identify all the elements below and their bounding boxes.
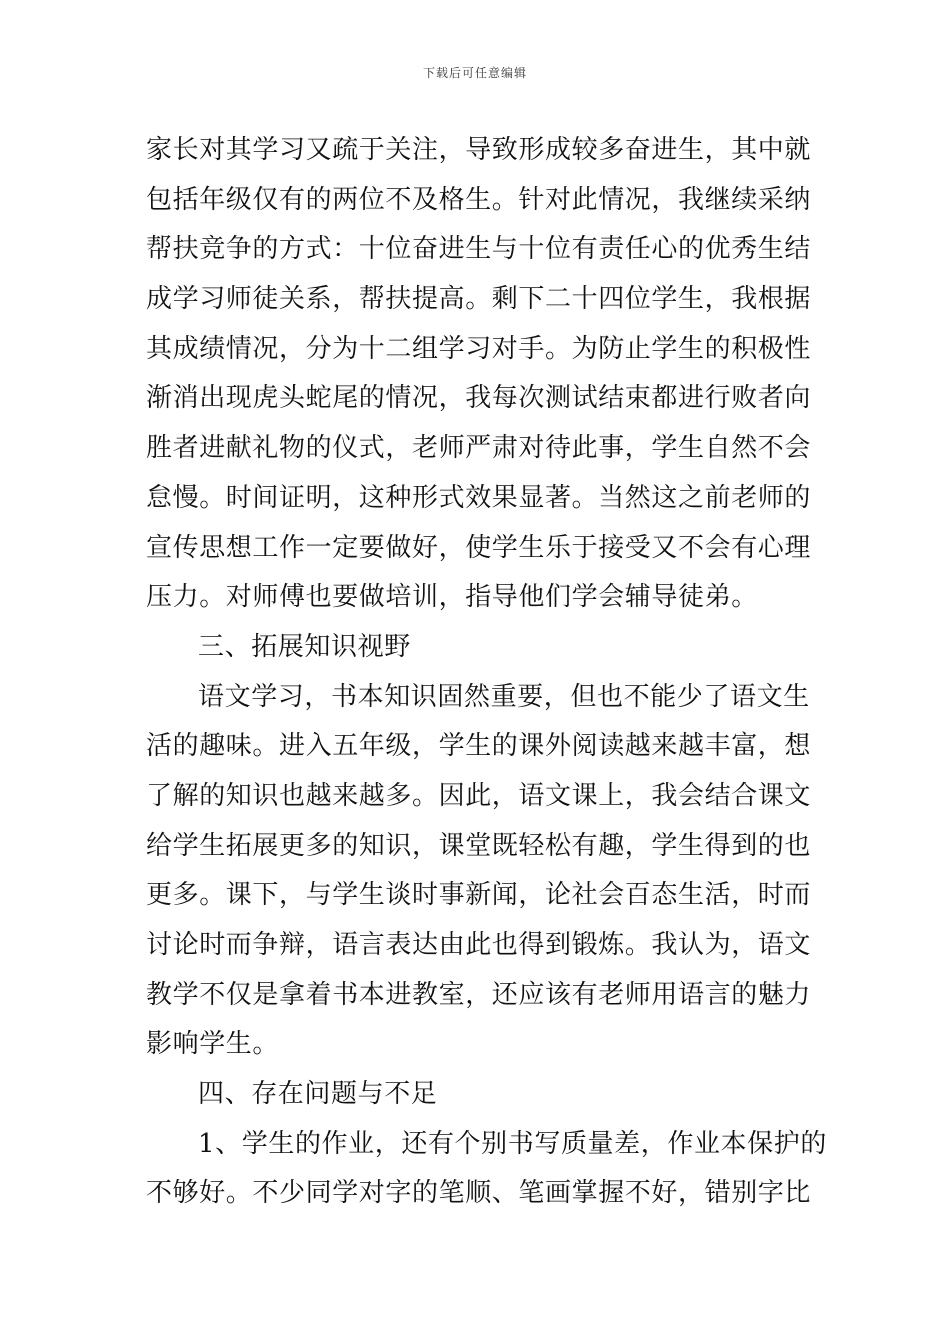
page-header-note: 下载后可任意编辑	[422, 66, 527, 80]
text-line: 包括年级仅有的两位不及格生。针对此情况，我继续采纳	[146, 184, 812, 215]
text-line: 更多。课下，与学生谈时事新闻，论社会百态生活，时而	[146, 880, 812, 911]
text-line: 压力。对师傅也要做培训，指导他们学会辅导徒弟。	[146, 582, 758, 613]
text-line: 宣传思想工作一定要做好，使学生乐于接受又不会有心理	[146, 532, 812, 563]
section-heading-3: 三、拓展知识视野	[198, 631, 411, 662]
text-line: 活的趣味。进入五年级，学生的课外阅读越来越丰富，想	[146, 731, 812, 762]
text-line: 胜者进献礼物的仪式，老师严肃对待此事，学生自然不会	[146, 433, 812, 464]
text-line: 影响学生。	[146, 1029, 280, 1060]
text-line: 家长对其学习又疏于关注，导致形成较多奋进生，其中就	[146, 135, 812, 165]
text-line: 怠慢。时间证明，这种形式效果显著。当然这之前老师的	[146, 482, 812, 513]
text-line: 渐消出现虎头蛇尾的情况，我每次测试结束都进行败者向	[146, 383, 812, 414]
text-line: 讨论时而争辩，语言表达由此也得到锻炼。我认为，语文	[146, 930, 812, 960]
text-line: 帮扶竞争的方式：十位奋进生与十位有责任心的优秀生结	[146, 234, 812, 265]
text-line: 其成绩情况，分为十二组学习对手。为防止学生的积极性	[146, 333, 812, 364]
paragraph-start: 语文学习，书本知识固然重要，但也不能少了语文生	[198, 681, 810, 712]
section-heading-4: 四、存在问题与不足	[198, 1079, 438, 1110]
text-line: 不够好。不少同学对字的笔顺、笔画掌握不好，错别字比	[146, 1178, 812, 1209]
text-line: 给学生拓展更多的知识，课堂既轻松有趣，学生得到的也	[146, 830, 812, 861]
document-body	[146, 126, 827, 1219]
text-line: 教学不仅是拿着书本进教室，还应该有老师用语言的魅力	[146, 979, 812, 1010]
text-line: 成学习师徒关系，帮扶提高。剩下二十四位学生，我根据	[146, 284, 812, 315]
paragraph-start: 1、学生的作业，还有个别书写质量差，作业本保护的	[198, 1128, 827, 1159]
text-line: 了解的知识也越来越多。因此，语文课上，我会结合课文	[146, 780, 812, 811]
